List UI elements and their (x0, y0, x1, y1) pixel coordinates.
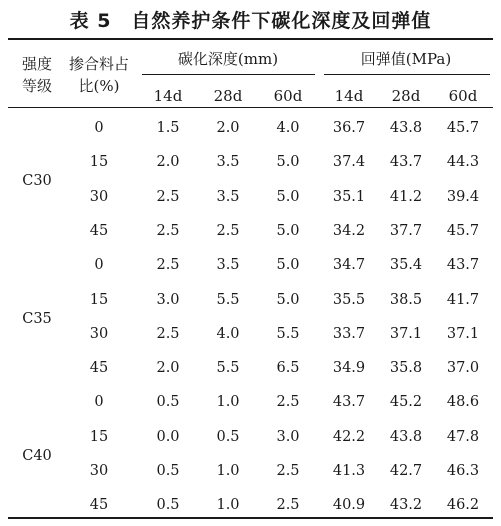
carbonation-cell: 2.5 (276, 497, 300, 514)
carbonation-cell: 4.0 (276, 120, 300, 136)
carbonation-cell: 3.0 (156, 291, 180, 308)
carbonation-cell: 2.0 (156, 360, 180, 377)
rebound-cell: 37.1 (389, 325, 423, 342)
ratio-cell: 15 (89, 428, 109, 445)
rebound-age-header: 28d (391, 87, 421, 105)
rebound-cell: 43.7 (446, 257, 480, 274)
rebound-cell: 42.2 (332, 428, 366, 445)
ratio-cell: 45 (89, 497, 109, 514)
rebound-cell: 36.7 (332, 120, 366, 136)
carbonation-cell: 5.5 (276, 325, 300, 342)
carbonation-cell: 0.5 (156, 497, 180, 514)
rebound-cell: 37.0 (446, 360, 480, 377)
ratio-cell: 45 (89, 360, 109, 377)
rebound-cell: 43.7 (332, 394, 366, 411)
header-grade-line2: 等级 (21, 77, 52, 95)
carbonation-cell: 5.0 (276, 257, 300, 274)
rebound-age-header: 60d (448, 87, 478, 105)
rebound-group-rule (324, 74, 490, 75)
carbonation-cell: 1.0 (216, 394, 240, 411)
carbonation-cell: 5.5 (216, 291, 240, 308)
rebound-cell: 46.3 (446, 463, 480, 479)
carbonation-cell: 5.0 (276, 291, 300, 308)
header-rebound-value: 回弹值(MPa) (360, 50, 452, 68)
carbonation-cell: 2.5 (276, 394, 300, 411)
rebound-age-header: 14d (334, 87, 364, 105)
carbonation-cell: 3.5 (216, 188, 240, 205)
ratio-cell: 45 (89, 222, 109, 239)
rebound-cell: 37.7 (389, 222, 423, 239)
carbonation-cell: 1.5 (156, 120, 180, 136)
rebound-cell: 34.2 (332, 222, 366, 239)
carbonation-cell: 0.5 (156, 463, 180, 479)
rebound-cell: 43.8 (389, 120, 423, 136)
ratio-cell: 15 (89, 154, 109, 171)
carbonation-cell: 2.0 (216, 120, 240, 136)
ratio-cell: 30 (89, 463, 109, 479)
rebound-cell: 39.4 (446, 188, 480, 205)
top-rule (8, 38, 493, 40)
carbonation-cell: 2.5 (156, 257, 180, 274)
rebound-cell: 33.7 (332, 325, 366, 342)
header-ratio-line1: 掺合料占 (68, 55, 129, 73)
rebound-cell: 48.6 (446, 394, 480, 411)
carbonation-age-header: 14d (153, 87, 183, 105)
carbonation-cell: 3.5 (216, 154, 240, 171)
rebound-cell: 47.8 (446, 428, 480, 445)
rebound-cell: 45.7 (446, 222, 480, 239)
rebound-cell: 35.1 (332, 188, 366, 205)
carbonation-cell: 1.0 (216, 497, 240, 514)
rebound-cell: 43.7 (389, 154, 423, 171)
rebound-cell: 34.7 (332, 257, 366, 274)
header-ratio-line2: 比(%) (78, 77, 120, 95)
rebound-cell: 37.1 (446, 325, 480, 342)
rebound-cell: 41.7 (446, 291, 480, 308)
grade-cell: C40 (22, 447, 52, 464)
header-carbonation-depth: 碳化深度(mm) (177, 50, 279, 68)
grade-cell: C35 (22, 310, 52, 327)
ratio-cell: 0 (94, 120, 104, 136)
ratio-cell: 0 (94, 394, 104, 411)
carbonation-cell: 3.5 (216, 257, 240, 274)
rebound-cell: 41.2 (389, 188, 423, 205)
carbonation-cell: 5.0 (276, 222, 300, 239)
carbonation-cell: 5.0 (276, 188, 300, 205)
carbonation-group-rule (142, 74, 315, 75)
rebound-cell: 45.7 (446, 120, 480, 136)
bottom-rule (8, 517, 493, 519)
carbonation-cell: 3.0 (276, 428, 300, 445)
rebound-cell: 37.4 (332, 154, 366, 171)
carbonation-cell: 0.5 (156, 394, 180, 411)
rebound-cell: 38.5 (389, 291, 423, 308)
rebound-cell: 35.4 (389, 257, 423, 274)
carbonation-cell: 0.0 (156, 428, 180, 445)
carbonation-age-header: 28d (213, 87, 243, 105)
rebound-cell: 43.8 (389, 428, 423, 445)
ratio-cell: 15 (89, 291, 109, 308)
header-rule (8, 107, 493, 108)
carbonation-cell: 2.5 (156, 188, 180, 205)
grade-cell: C30 (22, 173, 52, 190)
carbonation-cell: 2.5 (216, 222, 240, 239)
rebound-cell: 46.2 (446, 497, 480, 514)
rebound-cell: 45.2 (389, 394, 423, 411)
table-caption: 表 5 自然养护条件下碳化深度及回弹值 (69, 10, 432, 32)
rebound-cell: 40.9 (332, 497, 366, 514)
ratio-cell: 0 (94, 257, 104, 274)
carbonation-cell: 2.5 (156, 325, 180, 342)
rebound-cell: 43.2 (389, 497, 423, 514)
carbonation-cell: 2.0 (156, 154, 180, 171)
rebound-cell: 34.9 (332, 360, 366, 377)
rebound-cell: 42.7 (389, 463, 423, 479)
carbonation-cell: 5.5 (216, 360, 240, 377)
carbonation-cell: 2.5 (276, 463, 300, 479)
carbonation-cell: 4.0 (216, 325, 240, 342)
carbonation-age-header: 60d (273, 87, 303, 105)
carbonation-cell: 0.5 (216, 428, 240, 445)
carbonation-cell: 2.5 (156, 222, 180, 239)
rebound-cell: 35.8 (389, 360, 423, 377)
rebound-cell: 35.5 (332, 291, 366, 308)
ratio-cell: 30 (89, 188, 109, 205)
header-grade-line1: 强度 (21, 55, 52, 73)
carbonation-cell: 1.0 (216, 463, 240, 479)
rebound-cell: 41.3 (332, 463, 366, 479)
carbonation-cell: 6.5 (276, 360, 300, 377)
ratio-cell: 30 (89, 325, 109, 342)
carbonation-cell: 5.0 (276, 154, 300, 171)
rebound-cell: 44.3 (446, 154, 480, 171)
